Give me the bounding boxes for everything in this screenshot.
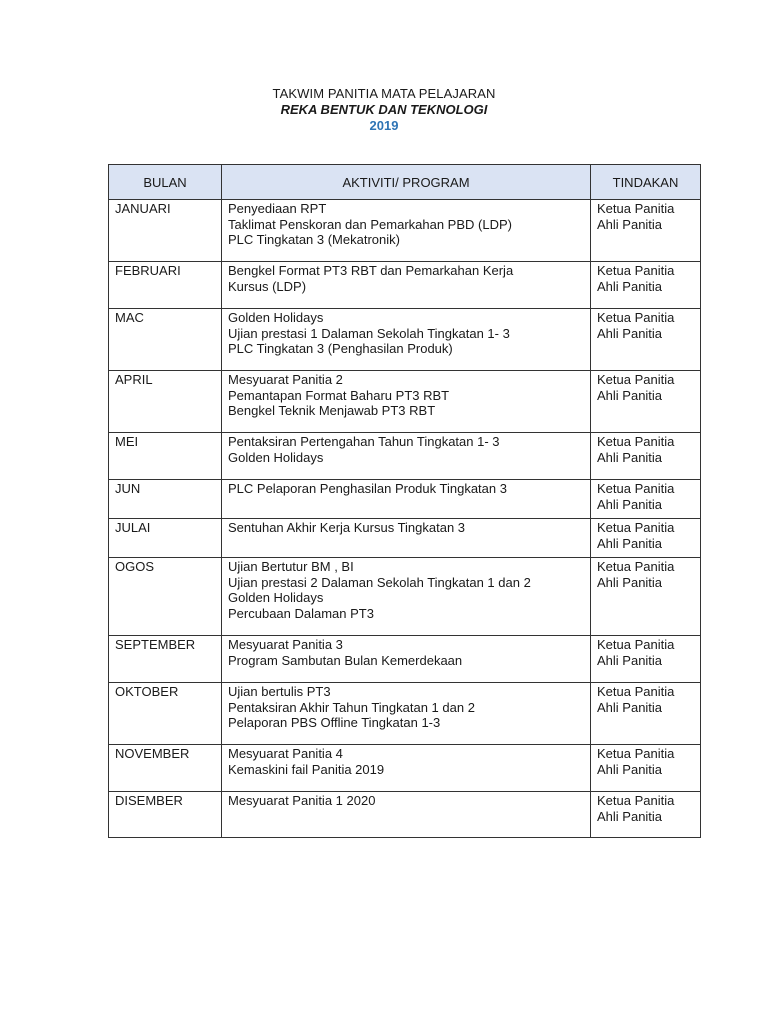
cell-tindakan xyxy=(591,200,701,262)
cell-bulan: JULAI xyxy=(109,519,222,558)
cell-aktiviti xyxy=(222,683,591,745)
tindakan-line: Ketua Panitia xyxy=(597,520,675,535)
tindakan-line: Ahli Panitia xyxy=(597,652,663,668)
tindakan-line: Ketua Panitia xyxy=(597,746,675,761)
cell-bulan: NOVEMBER xyxy=(109,745,222,792)
cell-aktiviti xyxy=(222,309,591,371)
tindakan-line: Ketua Panitia xyxy=(597,793,675,808)
cell-bulan: MAC xyxy=(109,309,222,371)
table-row xyxy=(109,683,701,745)
aktiviti-line: Golden Holidays xyxy=(228,590,324,605)
table-row xyxy=(109,262,701,309)
table-row xyxy=(109,309,701,371)
cell-aktiviti xyxy=(222,480,591,519)
cell-tindakan xyxy=(591,683,701,745)
aktiviti-line: Ujian Bertutur BM , BI xyxy=(228,559,354,574)
cell-tindakan xyxy=(591,519,701,558)
table-row xyxy=(109,200,701,262)
tindakan-line: Ahli Panitia xyxy=(597,808,663,824)
tindakan-line: Ketua Panitia xyxy=(597,559,675,574)
cell-tindakan xyxy=(591,636,701,683)
tindakan-line: Ahli Panitia xyxy=(597,574,663,590)
tindakan-line: Ketua Panitia xyxy=(597,684,675,699)
table-row xyxy=(109,480,701,519)
tindakan-line: Ahli Panitia xyxy=(597,535,663,551)
cell-aktiviti xyxy=(222,558,591,636)
tindakan-line: Ketua Panitia xyxy=(597,263,675,278)
table-row xyxy=(109,636,701,683)
tindakan-line: Ketua Panitia xyxy=(597,372,675,387)
aktiviti-line: Pentaksiran Akhir Tahun Tingkatan 1 dan 2 xyxy=(228,699,475,715)
aktiviti-line: Pelaporan PBS Offline Tingkatan 1-3 xyxy=(228,715,441,730)
cell-tindakan xyxy=(591,480,701,519)
aktiviti-line: Kursus (LDP) xyxy=(228,278,307,294)
document-title xyxy=(0,86,768,134)
cell-aktiviti xyxy=(222,200,591,262)
cell-bulan: APRIL xyxy=(109,371,222,433)
aktiviti-line: Kemaskini fail Panitia 2019 xyxy=(228,761,385,777)
cell-aktiviti xyxy=(222,371,591,433)
title-year: 2019 xyxy=(369,118,399,133)
aktiviti-line: Ujian prestasi 2 Dalaman Sekolah Tingkatan 1 dan 2 xyxy=(228,574,531,590)
cell-aktiviti xyxy=(222,636,591,683)
table-row xyxy=(109,792,701,838)
tindakan-line: Ketua Panitia xyxy=(597,637,675,652)
aktiviti-line: Mesyuarat Panitia 3 xyxy=(228,637,343,652)
tindakan-line: Ahli Panitia xyxy=(597,278,663,294)
takwim-table xyxy=(108,164,701,838)
column-header-aktiviti: AKTIVITI/ PROGRAM xyxy=(222,165,591,200)
cell-tindakan xyxy=(591,433,701,480)
table-row xyxy=(109,371,701,433)
cell-bulan: OGOS xyxy=(109,558,222,636)
aktiviti-line: Mesyuarat Panitia 1 2020 xyxy=(228,793,376,808)
aktiviti-line: PLC Pelaporan Penghasilan Produk Tingkatan 3 xyxy=(228,481,507,496)
table-row xyxy=(109,558,701,636)
cell-aktiviti xyxy=(222,433,591,480)
cell-bulan: FEBRUARI xyxy=(109,262,222,309)
tindakan-line: Ahli Panitia xyxy=(597,761,663,777)
tindakan-line: Ahli Panitia xyxy=(597,387,663,403)
cell-bulan: JUN xyxy=(109,480,222,519)
title-line-1: TAKWIM PANITIA MATA PELAJARAN xyxy=(272,86,496,101)
aktiviti-line: Sentuhan Akhir Kerja Kursus Tingkatan 3 xyxy=(228,520,466,535)
cell-aktiviti xyxy=(222,262,591,309)
aktiviti-line: Golden Holidays xyxy=(228,449,324,465)
tindakan-line: Ketua Panitia xyxy=(597,201,675,216)
table-row xyxy=(109,433,701,480)
cell-bulan: JANUARI xyxy=(109,200,222,262)
aktiviti-line: PLC Tingkatan 3 (Mekatronik) xyxy=(228,232,400,247)
aktiviti-line: Bengkel Format PT3 RBT dan Pemarkahan Kerja xyxy=(228,263,514,278)
tindakan-line: Ahli Panitia xyxy=(597,496,663,512)
cell-bulan: OKTOBER xyxy=(109,683,222,745)
cell-bulan: DISEMBER xyxy=(109,792,222,838)
table-body xyxy=(109,200,701,838)
aktiviti-line: Pentaksiran Pertengahan Tahun Tingkatan 1- 3 xyxy=(228,434,500,449)
cell-tindakan xyxy=(591,558,701,636)
tindakan-line: Ketua Panitia xyxy=(597,434,675,449)
column-header-tindakan: TINDAKAN xyxy=(591,165,701,200)
cell-bulan: SEPTEMBER xyxy=(109,636,222,683)
cell-tindakan xyxy=(591,792,701,838)
cell-aktiviti xyxy=(222,745,591,792)
tindakan-line: Ketua Panitia xyxy=(597,310,675,325)
cell-tindakan xyxy=(591,262,701,309)
cell-aktiviti xyxy=(222,519,591,558)
cell-aktiviti xyxy=(222,792,591,838)
title-line-2: REKA BENTUK DAN TEKNOLOGI xyxy=(280,102,488,117)
cell-tindakan xyxy=(591,745,701,792)
table-row xyxy=(109,519,701,558)
aktiviti-line: Penyediaan RPT xyxy=(228,201,327,216)
table-row xyxy=(109,745,701,792)
tindakan-line: Ahli Panitia xyxy=(597,325,663,341)
aktiviti-line: Taklimat Penskoran dan Pemarkahan PBD (LDP) xyxy=(228,216,512,232)
aktiviti-line: PLC Tingkatan 3 (Penghasilan Produk) xyxy=(228,341,453,356)
cell-tindakan xyxy=(591,371,701,433)
tindakan-line: Ketua Panitia xyxy=(597,481,675,496)
aktiviti-line: Bengkel Teknik Menjawab PT3 RBT xyxy=(228,403,436,418)
cell-bulan: MEI xyxy=(109,433,222,480)
aktiviti-line: Program Sambutan Bulan Kemerdekaan xyxy=(228,652,463,668)
aktiviti-line: Mesyuarat Panitia 4 xyxy=(228,746,343,761)
aktiviti-line: Percubaan Dalaman PT3 xyxy=(228,605,374,621)
tindakan-line: Ahli Panitia xyxy=(597,699,663,715)
table-header-row xyxy=(109,165,701,200)
column-header-bulan: BULAN xyxy=(109,165,222,200)
tindakan-line: Ahli Panitia xyxy=(597,216,663,232)
tindakan-line: Ahli Panitia xyxy=(597,449,663,465)
cell-tindakan xyxy=(591,309,701,371)
aktiviti-line: Golden Holidays xyxy=(228,310,324,325)
aktiviti-line: Mesyuarat Panitia 2 xyxy=(228,372,343,387)
aktiviti-line: Ujian prestasi 1 Dalaman Sekolah Tingkatan 1- 3 xyxy=(228,325,510,341)
aktiviti-line: Ujian bertulis PT3 xyxy=(228,684,331,699)
aktiviti-line: Pemantapan Format Baharu PT3 RBT xyxy=(228,387,450,403)
